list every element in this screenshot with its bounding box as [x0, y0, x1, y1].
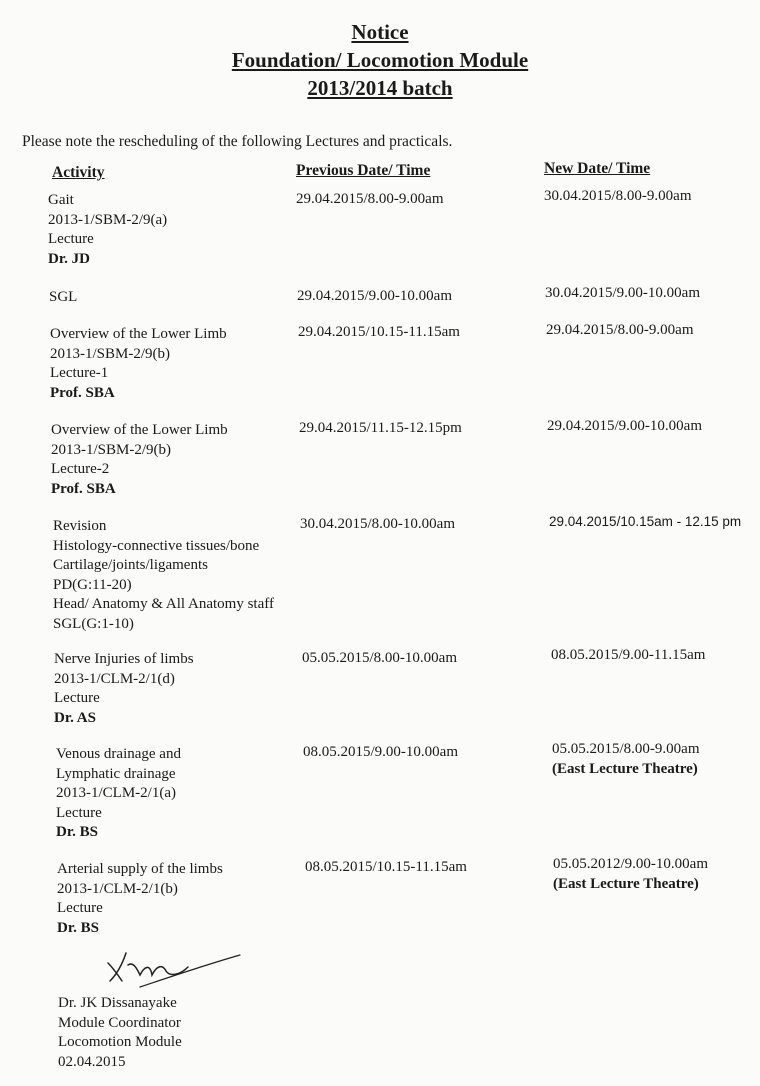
- row-activity: [48, 191, 167, 269]
- activity-line: Lecture: [48, 231, 94, 247]
- lecturer-name: Dr. BS: [56, 824, 98, 840]
- activity-line: Cartilage/joints/ligaments: [53, 557, 208, 573]
- notice-title: Notice: [351, 20, 409, 44]
- venue: (East Lecture Theatre): [553, 876, 699, 892]
- activity-line: Overview of the Lower Limb: [51, 422, 228, 438]
- new-datetime: 29.04.2015/9.00-10.00am: [547, 418, 702, 434]
- activity-line: Revision: [53, 518, 107, 534]
- column-header-new: New Date/ Time: [544, 160, 651, 177]
- lecturer-name: Dr. BS: [57, 919, 99, 936]
- signatory-module: Locomotion Module: [58, 1034, 182, 1050]
- lecturer-name: Dr. AS: [54, 709, 96, 726]
- signature-date: 02.04.2015: [58, 1053, 126, 1070]
- activity-line: Lecture: [57, 900, 103, 916]
- activity-line: Histology-connective tissues/bone: [53, 537, 260, 554]
- new-datetime: 30.04.2015/9.00-10.00am: [545, 285, 700, 301]
- new-datetime-and-venue: [553, 854, 708, 894]
- activity-line: PD(G:11-20): [53, 576, 132, 593]
- activity-line: 2013-1/SBM-2/9(a): [48, 211, 168, 228]
- new-datetime-and-venue: [552, 739, 700, 779]
- previous-datetime: 29.04.2015/9.00-10.00am: [297, 288, 452, 304]
- activity-line: Lecture: [56, 804, 102, 821]
- batch-title: 2013/2014 batch: [307, 76, 453, 100]
- handwritten-signature: [100, 935, 250, 995]
- venue: (East Lecture Theatre): [552, 761, 698, 777]
- activity-line: Lecture-2: [51, 461, 110, 477]
- row-activity: [49, 288, 77, 308]
- new-datetime: 05.05.2015/8.00-9.00am: [552, 741, 700, 757]
- lecturer-name: Prof. SBA: [51, 480, 116, 497]
- new-datetime: 30.04.2015/8.00-9.00am: [544, 188, 692, 204]
- activity-line: Overview of the Lower Limb: [50, 326, 227, 342]
- activity-line: 2013-1/CLM-2/1(b): [57, 880, 178, 897]
- module-title: Foundation/ Locomotion Module: [231, 48, 529, 72]
- lecturer-name: Prof. SBA: [50, 384, 115, 401]
- activity-line: 2013-1/CLM-2/1(a): [56, 785, 176, 801]
- previous-datetime: 05.05.2015/8.00-10.00am: [302, 650, 457, 666]
- signatory-role: Module Coordinator: [58, 1014, 181, 1031]
- activity-line: Nerve Injuries of limbs: [54, 651, 194, 667]
- intro-text: Please note the rescheduling of the following Lectures and practicals.: [22, 133, 453, 150]
- activity-line: Venous drainage and: [56, 746, 181, 762]
- column-header-previous: Previous Date/ Time: [296, 162, 431, 179]
- row-activity: [51, 421, 228, 499]
- row-activity: [50, 325, 227, 403]
- new-datetime: 08.05.2015/9.00-11.15am: [551, 647, 706, 663]
- activity-line: 2013-1/SBM-2/9(b): [50, 345, 170, 362]
- lecturer-name: Dr. JD: [48, 250, 90, 267]
- activity-line: Lecture-1: [50, 365, 109, 381]
- previous-datetime: 29.04.2015/11.15-12.15pm: [299, 420, 462, 436]
- activity-line: Gait: [48, 192, 74, 208]
- activity-line: Lecture: [54, 690, 100, 706]
- previous-datetime: 08.05.2015/9.00-10.00am: [303, 744, 458, 760]
- column-header-activity: Activity: [52, 164, 105, 181]
- previous-datetime: 30.04.2015/8.00-10.00am: [300, 516, 455, 532]
- previous-datetime: 29.04.2015/10.15-11.15am: [298, 324, 460, 340]
- previous-datetime: 08.05.2015/10.15-11.15am: [305, 859, 467, 875]
- new-datetime: 05.05.2012/9.00-10.00am: [553, 856, 708, 872]
- activity-line: 2013-1/CLM-2/1(d): [54, 670, 175, 687]
- activity-line: SGL: [49, 289, 78, 305]
- activity-line: Head/ Anatomy & All Anatomy staff: [53, 596, 274, 612]
- signatory-name: Dr. JK Dissanayake: [58, 995, 177, 1011]
- activity-line: SGL(G:1-10): [53, 615, 134, 632]
- new-datetime: 29.04.2015/8.00-9.00am: [546, 322, 694, 338]
- new-datetime: 29.04.2015/10.15am - 12.15 pm: [549, 514, 742, 529]
- row-activity: [53, 517, 274, 634]
- activity-line: 2013-1/SBM-2/9(b): [51, 441, 171, 458]
- previous-datetime: 29.04.2015/8.00-9.00am: [296, 191, 444, 207]
- row-activity: [56, 745, 181, 843]
- activity-line: Arterial supply of the limbs: [57, 861, 223, 877]
- row-activity: [57, 860, 223, 938]
- signature-block: [58, 994, 182, 1072]
- row-activity: [54, 650, 194, 728]
- activity-line: Lymphatic drainage: [56, 765, 176, 782]
